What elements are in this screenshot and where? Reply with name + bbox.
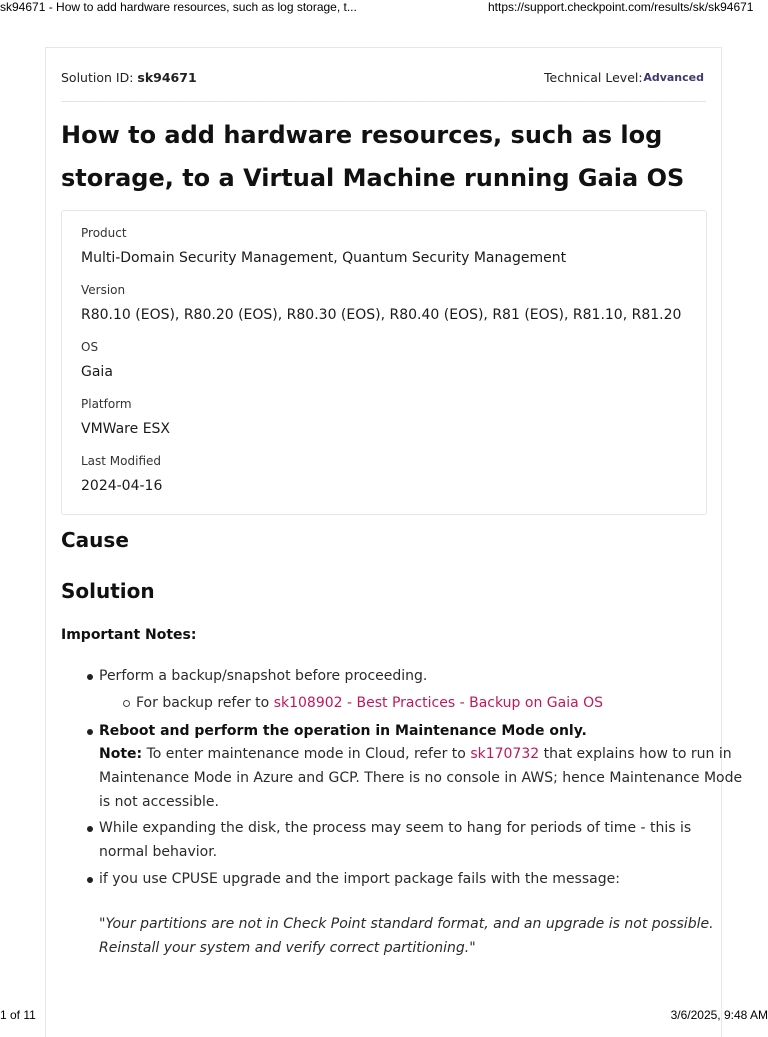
os-value: Gaia xyxy=(81,364,113,380)
platform-label: Platform xyxy=(81,397,132,411)
technical-level-badge: Advanced xyxy=(643,71,704,84)
last-modified-value: 2024-04-16 xyxy=(81,478,163,494)
solution-id xyxy=(61,70,197,85)
note-expanding-line-2: normal behavior. xyxy=(99,844,218,860)
version-value: R80.10 (EOS), R80.20 (EOS), R80.30 (EOS), R80.40 (EOS), R81 (EOS), R81.10, R81.20 xyxy=(81,307,682,323)
note-maintenance-mode: Reboot and perform the operation in Maintenance Mode only. xyxy=(99,723,587,739)
os-label: OS xyxy=(81,340,99,354)
link-sk170732[interactable]: sk170732 xyxy=(470,746,540,762)
note-cloud-prefix: To enter maintenance mode in Cloud, refer to xyxy=(142,746,471,762)
note-backup-text: Perform a backup/snapshot before proceeding. xyxy=(99,668,428,684)
version-label: Version xyxy=(81,283,126,297)
important-notes-heading: Important Notes: xyxy=(61,627,197,643)
platform-value: VMWare ESX xyxy=(81,421,171,437)
bullet-dot xyxy=(87,674,93,680)
error-quote-line-1: "Your partitions are not in Check Point standard format, and an upgrade is not possible. xyxy=(99,916,714,932)
note-expanding-line-1: While expanding the disk, the process may seem to hang for periods of time - this is xyxy=(99,820,692,836)
solution-heading: Solution xyxy=(61,579,155,603)
note-cloud-suffix: that explains how to run in xyxy=(539,746,732,762)
note-cloud-line-1 xyxy=(99,746,732,762)
solution-meta-row xyxy=(61,63,706,102)
solution-id-value: sk94671 xyxy=(137,70,197,85)
technical-level xyxy=(544,70,706,85)
print-footer xyxy=(0,1008,768,1024)
note-cloud-line-3: is not accessible. xyxy=(99,794,219,810)
link-sk108902[interactable]: sk108902 - Best Practices - Backup on Gaia OS xyxy=(273,695,604,711)
bullet-dot xyxy=(87,826,93,832)
bullet-dot xyxy=(87,877,93,883)
solution-id-label: Solution ID: xyxy=(61,70,138,85)
error-quote-line-2: Reinstall your system and verify correct partitioning." xyxy=(99,940,476,956)
print-page-url: https://support.checkpoint.com/results/sk/sk94671 xyxy=(488,0,754,14)
technical-level-label: Technical Level: xyxy=(544,70,643,85)
article-title xyxy=(61,114,701,200)
article-title-line-2: storage, to a Virtual Machine running Gaia OS xyxy=(61,164,685,192)
sub-bullet-circle xyxy=(123,700,130,707)
article-title-line-1: How to add hardware resources, such as log xyxy=(61,121,663,149)
last-modified-label: Last Modified xyxy=(81,454,162,468)
note-cloud-line-2: Maintenance Mode in Azure and GCP. There is no console in AWS; hence Maintenance Mode xyxy=(99,770,743,786)
cause-heading: Cause xyxy=(61,528,129,552)
print-header xyxy=(0,0,768,16)
note-label: Note: xyxy=(99,746,143,762)
note-backup-sub-prefix: For backup refer to xyxy=(136,695,274,711)
bullet-dot xyxy=(87,729,93,735)
print-timestamp: 3/6/2025, 9:48 AM xyxy=(670,1008,768,1022)
print-page-number: 1 of 11 xyxy=(0,1008,36,1022)
note-backup-sub xyxy=(136,695,603,711)
print-page-title: sk94671 - How to add hardware resources, such as log storage, t... xyxy=(0,0,357,14)
article-card xyxy=(45,47,743,1037)
properties-box xyxy=(61,210,707,515)
product-label: Product xyxy=(81,226,127,240)
note-cpuse: if you use CPUSE upgrade and the import package fails with the message: xyxy=(99,871,620,887)
product-value: Multi-Domain Security Management, Quantum Security Management xyxy=(81,250,567,266)
